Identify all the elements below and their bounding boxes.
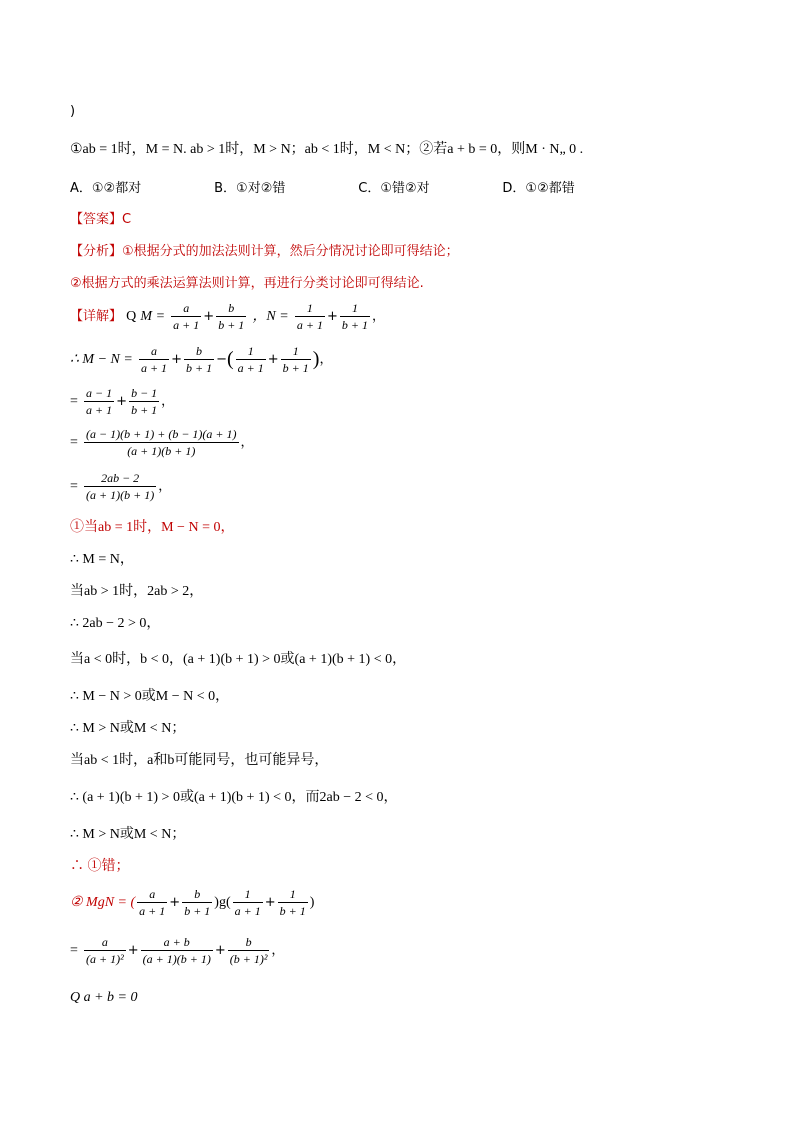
frac-2ab: $\frac{2ab - 2}{(a + 1)(b + 1)}$ [86,471,155,502]
option-a: A．①②都对 [70,181,142,196]
case-lt-line: 当ab < 1时，a和b可能同号，也可能异号， [70,753,329,768]
because-symbol: Q [126,309,137,324]
frac-b-b1sq: $\frac{b}{\text{(b + 1)²}}$ [229,935,268,966]
frac-a-a1: $\frac{a}{a + 1}$ [140,344,168,375]
frac-1-b1: $\frac{1}{b + 1}$ [282,344,309,375]
step-2ab-line: = $\frac{2ab - 2}{(a + 1)(b + 1)}$ ， [70,471,172,502]
answer-value: C [122,212,132,227]
frac-bm1-b1: $\frac{b - 1}{b + 1}$ [131,386,158,417]
frac-apb: $\frac{a + b}{(a + 1)(b + 1)}$ [142,935,211,966]
mn-diff-line: ∴ M − N = $\frac{a}{a + 1}$ + $\frac{b}{b + 1}$ −( $\frac{1}{a + 1}$ + $\frac{1}{b + 1}$ )， [70,344,333,375]
option-d: D．①②都错 [502,181,575,196]
frac-1-b1: $\frac{1}{b + 1}$ [279,887,306,918]
part2-step-line: = $\frac{a}{\text{(a + 1)²}}$ + $\frac{a + b}{(a + 1)(b + 1)}$ + $\frac{b}{\text{(b + 1)²}}$ ， [70,935,285,966]
statement-line: ①ab = 1时，M = N. ab > 1时，M > N；ab < 1时，M < N；②若a + b = 0，则M · N„ 0 . [70,142,584,157]
diff-sign-line: ∴ M − N > 0或M − N < 0， [70,689,230,704]
last-line: Q a + b = 0 [70,990,138,1005]
detail-def-line: 【详解】 Q M = $\frac{a}{a + 1}$ + $\frac{b}{b + 1}$ ，N = $\frac{1}{a + 1}$ + $\frac{1}{b + 1}$ ， [70,301,386,332]
answer-label: 【答案】 [70,212,123,227]
analysis-label: 【分析】 [70,244,123,259]
option-c: C．①错②对 [358,181,430,196]
step-am1-line: = $\frac{a - 1}{a + 1}$ + $\frac{b - 1}{b + 1}$ ， [70,386,175,417]
mn-diff-label: ∴ M − N = [70,352,133,367]
detail-label: 【详解】 [70,309,123,324]
option-b: B．①对②错 [214,181,286,196]
m-gt-lt-line: ∴ M > N或M < N； [70,721,186,736]
frac-am1-a1: $\frac{a - 1}{a + 1}$ [86,386,113,417]
frac-1-b1: $\frac{1}{b + 1}$ [341,301,368,332]
analysis-text-1: ①根据分式的加法法则计算，然后分情况讨论即可得结论； [122,244,459,259]
options-row [70,177,575,196]
case1-line: ①当ab = 1时，M − N = 0， [70,520,235,535]
mn-eq-line: ∴ M = N， [70,552,134,567]
case-a-neg-line: 当a < 0时，b < 0，(a + 1)(b + 1) > 0或(a + 1)(b + 1) < 0， [70,652,407,667]
step-long-line: = $\frac{(a - 1)(b + 1) + (b - 1)(a + 1)}{(a + 1)(b + 1)}$ ， [70,427,254,458]
m-gt-lt-line-2: ∴ M > N或M < N； [70,827,186,842]
analysis-line-1 [70,240,459,259]
frac-1-a1: $\frac{1}{a + 1}$ [237,344,264,375]
m-def: M = [140,309,166,324]
frac-1-a1: $\frac{1}{a + 1}$ [234,887,261,918]
frac-a-a1sq: $\frac{a}{\text{(a + 1)²}}$ [86,935,124,966]
wrong-line: ∴ ①错； [70,859,130,874]
part2-prefix: ② MgN = ( [70,895,136,910]
part2-line: ② MgN = ( $\frac{a}{a + 1}$ + $\frac{b}{b + 1}$ )g( $\frac{1}{a + 1}$ + $\frac{1}{b + 1}$ ) [70,887,315,918]
answer-line [70,208,131,227]
analysis-line-2: ②根据方式的乘法运算法则计算，再进行分类讨论即可得结论. [70,276,424,291]
n-def: ，N = [252,309,289,324]
frac-b-b1: $\frac{b}{b + 1}$ [185,344,213,375]
header-paren: ) [70,104,76,119]
case-gt-line: 当ab > 1时，2ab > 2， [70,584,204,599]
frac-1-a1: $\frac{1}{a + 1}$ [296,301,323,332]
frac-b-b1: $\frac{b}{b + 1}$ [184,887,211,918]
prod-sign-line: ∴ (a + 1)(b + 1) > 0或(a + 1)(b + 1) < 0，而2ab − 2 < 0， [70,790,398,805]
frac-a-a1: $\frac{a}{a + 1}$ [173,301,200,332]
frac-long: $\frac{(a - 1)(b + 1) + (b - 1)(a + 1)}{(a + 1)(b + 1)}$ [86,427,237,458]
2ab-gt-line: ∴ 2ab − 2 > 0， [70,616,161,631]
frac-a-a1: $\frac{a}{a + 1}$ [139,887,166,918]
frac-b-b1: $\frac{b}{b + 1}$ [218,301,245,332]
